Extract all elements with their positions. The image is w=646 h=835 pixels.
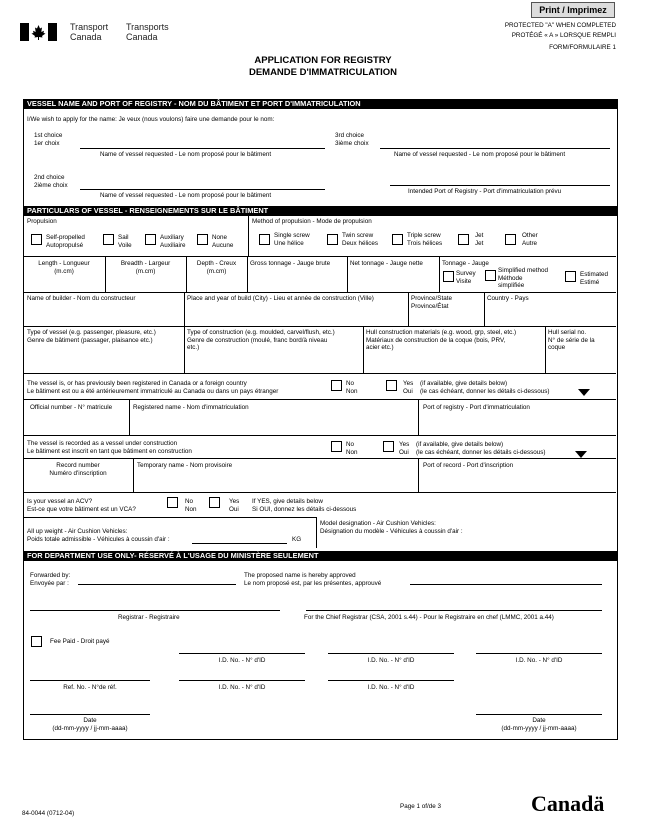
opt-sail: Sail Voile <box>118 234 132 249</box>
province-label: Province/State Province/État <box>411 295 452 310</box>
net-tonnage-label: Net tonnage - Jauge nette <box>350 260 423 267</box>
opt-none: None Aucune <box>212 234 234 249</box>
divider <box>129 399 130 435</box>
record-number-label: Record number Numéro d'inscription <box>49 462 107 477</box>
opt-estimated: Estimated Estimé <box>580 271 608 286</box>
length-label: Length - Longueur (m.cm) <box>38 260 90 275</box>
intended-port-field[interactable] <box>390 185 610 186</box>
id-caption-2: I.D. No. - N° d'ID <box>367 657 415 664</box>
divider <box>363 326 364 373</box>
form-title: APPLICATION FOR REGISTRY DEMANDE D'IMMATRICULATION <box>248 55 398 78</box>
checkbox-acv-no[interactable] <box>167 497 178 508</box>
choice-2-caption: Name of vessel requested - Le nom proposé pour le bâtiment <box>100 192 272 199</box>
port-registry-label: Port of registry - Port d'immatriculation <box>423 404 530 411</box>
id-caption-3: I.D. No. - N° d'ID <box>515 657 563 664</box>
acv-yes-label: Yes Oui <box>229 498 240 513</box>
id-field-3[interactable] <box>476 653 602 654</box>
choice-1-caption: Name of vessel requested - Le nom proposé pour le bâtiment <box>100 151 272 158</box>
checkbox-self-propelled[interactable] <box>31 234 42 245</box>
divider <box>408 292 409 326</box>
divider <box>418 458 419 492</box>
depth-label: Depth - Creux (m.cm) <box>196 260 237 275</box>
divider <box>23 435 616 436</box>
arrow-down-icon <box>578 389 590 396</box>
dept-name-en: Transport Canada <box>70 22 109 42</box>
divider <box>23 256 616 257</box>
divider <box>23 492 616 493</box>
temporary-name-label: Temporary name - Nom provisoire <box>137 462 233 469</box>
choice-2-field[interactable] <box>80 189 325 190</box>
choice-3-label: 3rd choice 3ième choix <box>335 132 369 147</box>
checkbox-simplified[interactable] <box>485 270 496 281</box>
divider <box>418 399 419 435</box>
all-up-weight-field[interactable] <box>192 543 287 544</box>
opt-single-screw: Single screw Une hélice <box>274 232 310 247</box>
divider <box>23 326 616 327</box>
checkbox-jet[interactable] <box>458 234 469 245</box>
under-construction-text: The vessel is recorded as a vessel under construction Le bâtiment est inscrit en tant que bâtiment en construction <box>27 440 192 455</box>
divider <box>316 517 317 548</box>
canada-wordmark: Canadä <box>531 791 605 816</box>
breadth-label: Breadth - Largeur (m.cm) <box>120 260 171 275</box>
chief-registrar-signature[interactable] <box>306 610 602 611</box>
prev-registry-text: The vessel is, or has previously been registered in Canada or a foreign country Le bâtiment est ou a été antérieurement immatriculé au Canada ou dans un pays étranger <box>27 380 279 395</box>
hull-serial-label: Hull serial no. N° de série de la coque <box>548 329 595 351</box>
official-number-label: Official number - N° matricule <box>30 404 113 411</box>
checkbox-fee-paid[interactable] <box>31 636 42 647</box>
divider <box>248 216 249 256</box>
choice-2-label: 2nd choice 2ième choix <box>34 174 68 189</box>
prev-no-label: No Non <box>346 380 358 395</box>
choice-3-caption: Name of vessel requested - Le nom proposé pour le bâtiment <box>394 151 566 158</box>
checkbox-survey[interactable] <box>443 271 454 282</box>
builder-label: Name of builder - Nom du constructeur <box>27 295 136 302</box>
forwarded-by-field[interactable] <box>78 584 236 585</box>
checkbox-single-screw[interactable] <box>259 234 270 245</box>
protected-en: PROTECTED "A" WHEN COMPLETED <box>504 22 616 29</box>
kg-unit: KG <box>292 536 302 543</box>
propulsion-label: Propulsion <box>27 218 57 225</box>
form-code: 84-0044 (0712-04) <box>22 810 75 817</box>
uc-yes-label: Yes Oui <box>399 441 410 456</box>
model-designation-label: Model designation - Air Cushion Vehicles: Désignation du modèle - Véhicules à coussin d'air : <box>320 520 463 535</box>
checkbox-uc-no[interactable] <box>331 441 342 452</box>
checkbox-acv-yes[interactable] <box>209 497 220 508</box>
intended-port-caption: Intended Port of Registry - Port d'immatriculation prévu <box>408 188 562 195</box>
checkbox-twin-screw[interactable] <box>327 234 338 245</box>
ref-field[interactable] <box>30 680 150 681</box>
divider <box>23 399 616 400</box>
opt-twin-screw: Twin screw Deux hélices <box>342 232 379 247</box>
intro-text: I/We wish to apply for the name: Je veux (nous voulons) faire une demande pour le nom: <box>27 116 275 123</box>
id-field-4[interactable] <box>179 680 305 681</box>
approved-text: The proposed name is hereby approved Le nom proposé est, par les présentes, approuvé <box>244 572 382 587</box>
hull-materials-label: Hull construction materials (e.g. wood, grp, steel, etc.) Matériaux de construction de la coque (bois, PRV, acier etc.) <box>366 329 517 351</box>
form-number: FORM/FORMULAIRE 1 <box>549 44 616 51</box>
divider <box>23 517 316 518</box>
id-field-2[interactable] <box>328 653 454 654</box>
all-up-weight-label: All up weight - Air Cushion Vehicles: Poids totale admissible - Véhicules à coussin d'air : <box>27 528 170 543</box>
id-caption-1: I.D. No. - N° d'ID <box>218 657 266 664</box>
divider <box>484 292 485 326</box>
date-field-right[interactable] <box>476 714 602 715</box>
fee-paid-label: Fee Paid - Droit payé <box>50 638 110 645</box>
opt-other: Other Autre <box>522 232 538 247</box>
section-heading-department: FOR DEPARTMENT USE ONLY- RÉSERVÉ À L'USAGE DU MINISTÈRE SEULEMENT <box>23 551 617 561</box>
print-button[interactable]: Print / Imprimez <box>531 2 615 18</box>
chief-registrar-caption: For the Chief Registrar (CSA, 2001 s.44) - Pour le Registraire en chef (LMMC, 2001 a.44) <box>304 614 554 621</box>
checkbox-sail[interactable] <box>103 234 114 245</box>
dept-name-fr: Transports Canada <box>126 22 169 42</box>
forwarded-by-label: Forwarded by: Envoyée par : <box>30 572 71 587</box>
port-record-label: Port of record - Port d'inscription <box>423 462 514 469</box>
opt-self-propelled: Self-propelled Autopropulsé <box>46 234 85 249</box>
choice-1-field[interactable] <box>80 148 325 149</box>
section-heading-vessel-name: VESSEL NAME AND PORT OF REGISTRY - NOM DU BÂTIMENT ET PORT D'IMMATRICULATION <box>23 99 617 109</box>
checkbox-none[interactable] <box>197 234 208 245</box>
date-caption-left: Date (dd-mm-yyyy / jj-mm-aaaa) <box>52 717 128 732</box>
checkbox-triple-screw[interactable] <box>392 234 403 245</box>
choice-3-field[interactable] <box>380 148 610 149</box>
divider <box>23 292 616 293</box>
date-caption-right: Date (dd-mm-yyyy / jj-mm-aaaa) <box>501 717 577 732</box>
registered-name-label: Registered name - Nom d'immatriculation <box>133 404 249 411</box>
divider <box>23 458 616 459</box>
ref-caption: Ref. No. - N°de réf. <box>63 684 117 691</box>
opt-simplified: Simplified method Méthode simplifiée <box>498 267 549 289</box>
registrar-signature[interactable] <box>30 610 280 611</box>
divider <box>23 373 616 374</box>
type-vessel-label: Type of vessel (e.g. passenger, pleasure, etc.) Genre de bâtiment (passager, plaisance etc.) <box>27 329 156 344</box>
opt-survey: Survey Visite <box>456 270 476 285</box>
divider <box>184 326 185 373</box>
approved-field[interactable] <box>410 584 602 585</box>
divider <box>439 256 440 292</box>
acv-if-yes: If YES, give details below Si OUI, donnez les détails ci-dessous <box>252 498 357 513</box>
canada-flag-logo <box>20 23 57 41</box>
gross-tonnage-label: Gross tonnage - Jauge brute <box>250 260 331 267</box>
opt-auxiliary: Auxiliary Auxiliaire <box>160 234 186 249</box>
uc-no-label: No Non <box>346 441 358 456</box>
uc-yes-detail: (if available, give details below) (le cas échéant, donner les détails ci-dessous) <box>416 441 546 456</box>
checkbox-auxiliary[interactable] <box>145 234 156 245</box>
divider <box>347 256 348 292</box>
choice-1-label: 1st choice 1er choix <box>34 132 63 147</box>
opt-triple-screw: Triple screw Trois hélices <box>407 232 443 247</box>
id-caption-4: I.D. No. - N° d'ID <box>218 684 266 691</box>
prev-yes-detail: (if available, give details below) (le cas échéant, donner les détails ci-dessous) <box>420 380 550 395</box>
divider <box>184 292 185 326</box>
section-heading-particulars: PARTICULARS OF VESSEL - RENSEIGNEMENTS SUR LE BÂTIMENT <box>23 206 617 216</box>
protected-fr: PROTÉGÉ « A » LORSQUE REMPLI <box>511 32 616 39</box>
checkbox-prev-no[interactable] <box>331 380 342 391</box>
acv-no-label: No Non <box>185 498 197 513</box>
divider <box>133 458 134 492</box>
checkbox-estimated[interactable] <box>565 271 576 282</box>
checkbox-prev-yes[interactable] <box>386 380 397 391</box>
date-field-left[interactable] <box>30 714 150 715</box>
page-number: Page 1 of/de 3 <box>400 803 441 810</box>
type-construction-label: Type of construction (e.g. moulded, carvel/flush, etc.) Genre de construction (moulé, franc bord/à niveau etc.) <box>187 329 335 351</box>
prev-yes-label: Yes Oui <box>403 380 414 395</box>
divider <box>247 256 248 292</box>
country-label: Country - Pays <box>487 295 529 302</box>
divider <box>545 326 546 373</box>
tonnage-label: Tonnage - Jauge <box>442 260 489 267</box>
id-caption-5: I.D. No. - N° d'ID <box>367 684 415 691</box>
checkbox-other[interactable] <box>505 234 516 245</box>
place-year-label: Place and year of build (City) - Lieu et année de construction (Ville) <box>187 295 374 302</box>
registrar-caption: Registrar - Registraire <box>118 614 180 621</box>
opt-jet: Jet Jet <box>475 232 484 247</box>
method-label: Method of propulsion - Mode de propulsion <box>252 218 372 225</box>
acv-question: Is your vessel an ACV? Est-ce que votre bâtiment est un VCA? <box>27 498 136 513</box>
arrow-down-icon <box>575 451 587 458</box>
checkbox-uc-yes[interactable] <box>383 441 394 452</box>
id-field-5[interactable] <box>328 680 454 681</box>
id-field-1[interactable] <box>179 653 305 654</box>
